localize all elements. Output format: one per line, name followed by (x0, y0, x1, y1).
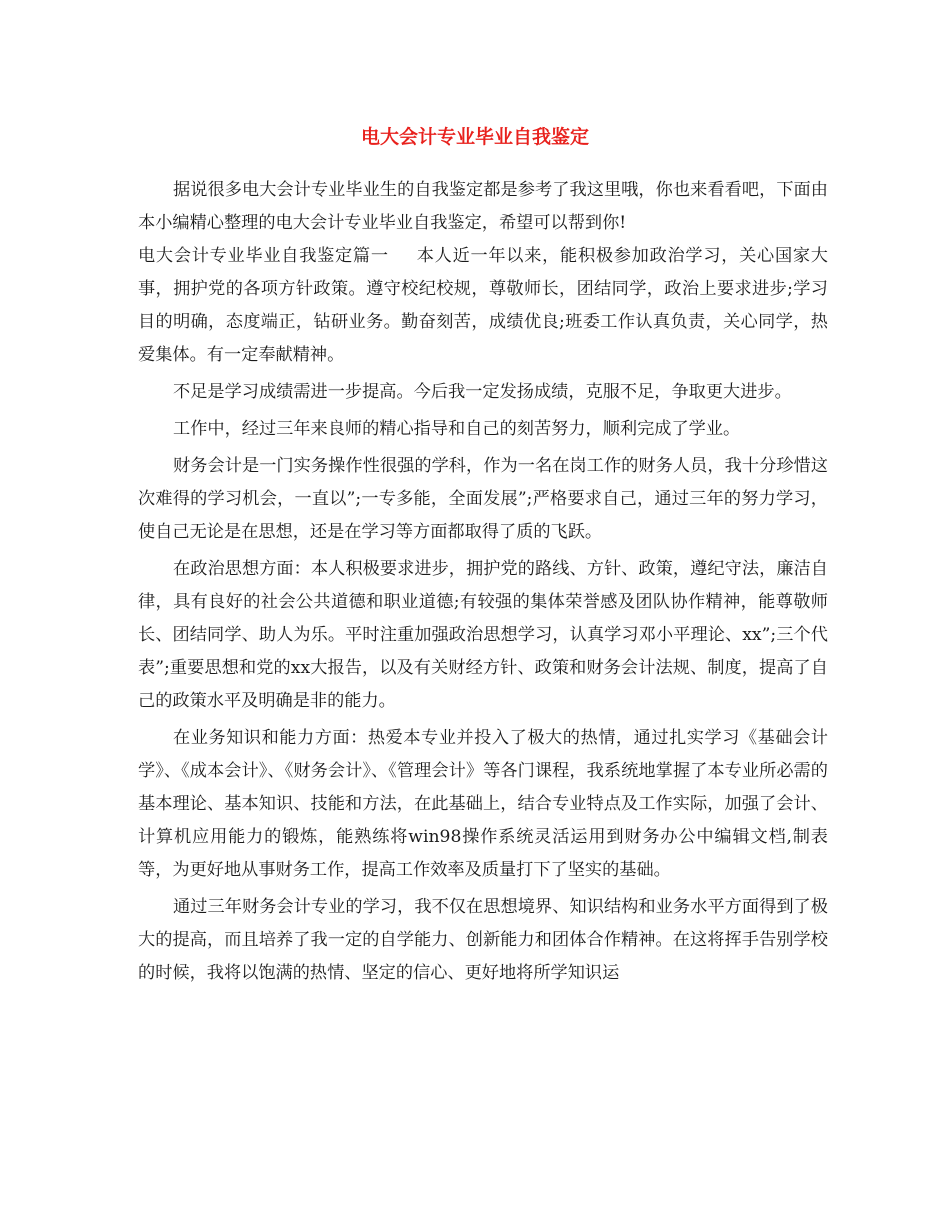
body-paragraph: 不足是学习成绩需进一步提高。今后我一定发扬成绩，克服不足，争取更大进步。 (173, 382, 792, 402)
intro-paragraph: 据说很多电大会计专业毕业生的自我鉴定都是参考了我这里哦，你也来看看吧，下面由本小编精心整理的电大会计专业毕业自我鉴定，希望可以帮到你! (138, 180, 828, 233)
body-paragraph: 在政治思想方面：本人积极要求进步，拥护党的路线、方针、政策，遵纪守法，廉洁自律，具有良好的社会公共道德和职业道德;有较强的集体荣誉感及团队协作精神，能尊敬师长、团结同学、助人为乐。平时注重加强政治思想学习，认真学习邓小平理论、xx”;三个代表”;重要思想和党的xx大报告，以及有关财经方针、政策和财务会计法规、制度，提高了自己的政策水平及明确是非的能力。 (138, 559, 828, 711)
paragraph-text: 本人近一年以来，能积极参加政治学习，关心国家大事，拥护党的各项方针政策。遵守校纪校规，尊敬师长，团结同学，政治上要求进步;学习目的明确，态度端正，钻研业务。勤奋刻苦，成绩优良;班委工作认真负责，关心同学，热爱集体。有一定奉献精神。 (138, 246, 828, 365)
body-paragraph: 工作中，经过三年来良师的精心指导和自己的刻苦努力，顺利完成了学业。 (173, 419, 741, 439)
section-heading: 电大会计专业毕业自我鉴定篇一 (138, 246, 389, 266)
body-paragraph: 在业务知识和能力方面：热爱本专业并投入了极大的热情，通过扎实学习《基础会计学》、《成本会计》、《财务会计》、《管理会计》等各门课程，我系统地掌握了本专业所必需的基本理论、基本知识、技能和方法，在此基础上，结合专业特点及工作实际，加强了会计、计算机应用能力的锻炼，能熟练将win98操作系统灵活运用到财务办公中编辑文档,制表等，为更好地从事财务工作，提高工作效率及质量打下了坚实的基础。 (138, 728, 828, 880)
body-paragraph: 通过三年财务会计专业的学习，我不仅在思想境界、知识结构和业务水平方面得到了极大的提高，而且培养了我一定的自学能力、创新能力和团体合作精神。在这将挥手告别学校的时候，我将以饱满的热情、坚定的信心、更好地将所学知识运 (138, 897, 828, 983)
body-paragraph: 财务会计是一门实务操作性很强的学科，作为一名在岗工作的财务人员，我十分珍惜这次难得的学习机会，一直以”;一专多能，全面发展”;严格要求自己，通过三年的努力学习，使自己无论是在思想，还是在学习等方面都取得了质的飞跃。 (138, 456, 828, 542)
document-title: 电大会计专业毕业自我鉴定 (360, 126, 589, 148)
document-body (138, 174, 828, 990)
section-paragraph-1 (138, 240, 828, 372)
